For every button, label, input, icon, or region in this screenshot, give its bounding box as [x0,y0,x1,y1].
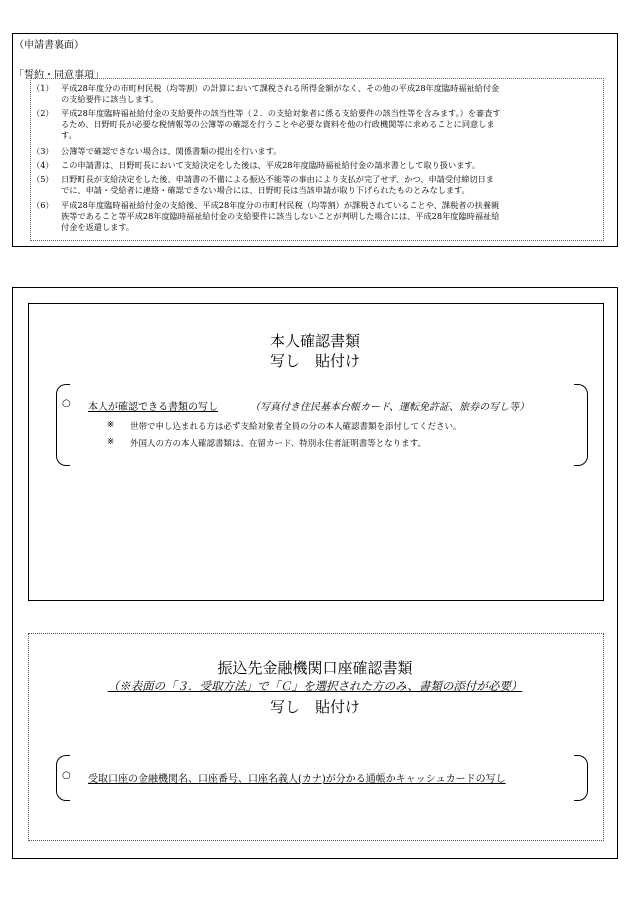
pledge-title: 「誓約・同意事項」 [14,70,104,81]
note-mark: ※ [107,437,115,447]
id-document-subtitle: 写し 貼付け [269,352,360,370]
id-document-title: 本人確認書類 [269,332,360,350]
circle-bullet: ○ [62,770,71,781]
id-document-examples: （写真付き住民基本台帳カード、運転免許証、旅券の写し等） [250,402,530,413]
left-bracket [56,384,70,466]
right-bracket [574,755,588,801]
bank-document-condition: （※表面の「３．受取方法」で「Ｃ」を選択された方のみ、書類の添付が必要） [107,679,523,693]
id-document-requirement: 本人が確認できる書類の写し [88,402,218,413]
back-page-heading: （申請書裏面） [14,40,84,51]
pledge-list: （1） 平成28年度分の市町村民税（均等割）の計算において課税される所得金額がなく、その他の平成28年度臨時福祉給付金 の支給要件に該当します。 （2） 平成28年度臨時福祉給付金の支給要件の該当性等（２．の支給対象者に係る支給要件の該当性等を含みます。）を審査す るため、日野町長が必要な税情報等の公簿等の確認を行うことや必要な資料を他の行政機関等に求めることに同意しま す。 （3） 公簿等で確認できない場合は、関係書類の提出を行います。 （4） この申請書は、日野町長において支給決定をした後は、平成28年度臨時福祉給付金の請求書として取り扱います。 （5） 日野町長が支給決定をした後、申請書の不備による振込不能等の事由により支払が完了せず、かつ、申請受付締切日ま でに、申請・受給者に連絡・確認できない場合には、日野町長は当該申請が取り下げられたものとみなします。 （6） 平成28年度臨時福祉給付金の支給後、平成28年度分の市町村民税（均等割）が課税されていることや、課税者の扶養親 族等であること等平成28年度臨時福祉給付金の支給要件に該当しないことが判明した場合には、平成28年度臨時福祉給 付金を返還します。 [30,78,604,241]
circle-bullet: ○ [62,398,71,409]
note-text: 外国人の方の本人確認書類は、在留カード、特別永住者証明書等となります。 [130,439,427,449]
note-mark: ※ [107,420,115,430]
bank-document-title: 振込先金融機関口座確認書類 [217,659,413,677]
note-text: 世帯で申し込まれる方は必ず支給対象者全員の分の本人確認書類を添付してください。 [130,422,462,432]
bank-document-requirement: 受取口座の金融機関名、口座番号、口座名義人(カナ)が分かる通帳かキャッシュカードの写し [88,774,506,785]
right-bracket [574,384,588,466]
bank-document-subtitle: 写し 貼付け [269,698,360,716]
